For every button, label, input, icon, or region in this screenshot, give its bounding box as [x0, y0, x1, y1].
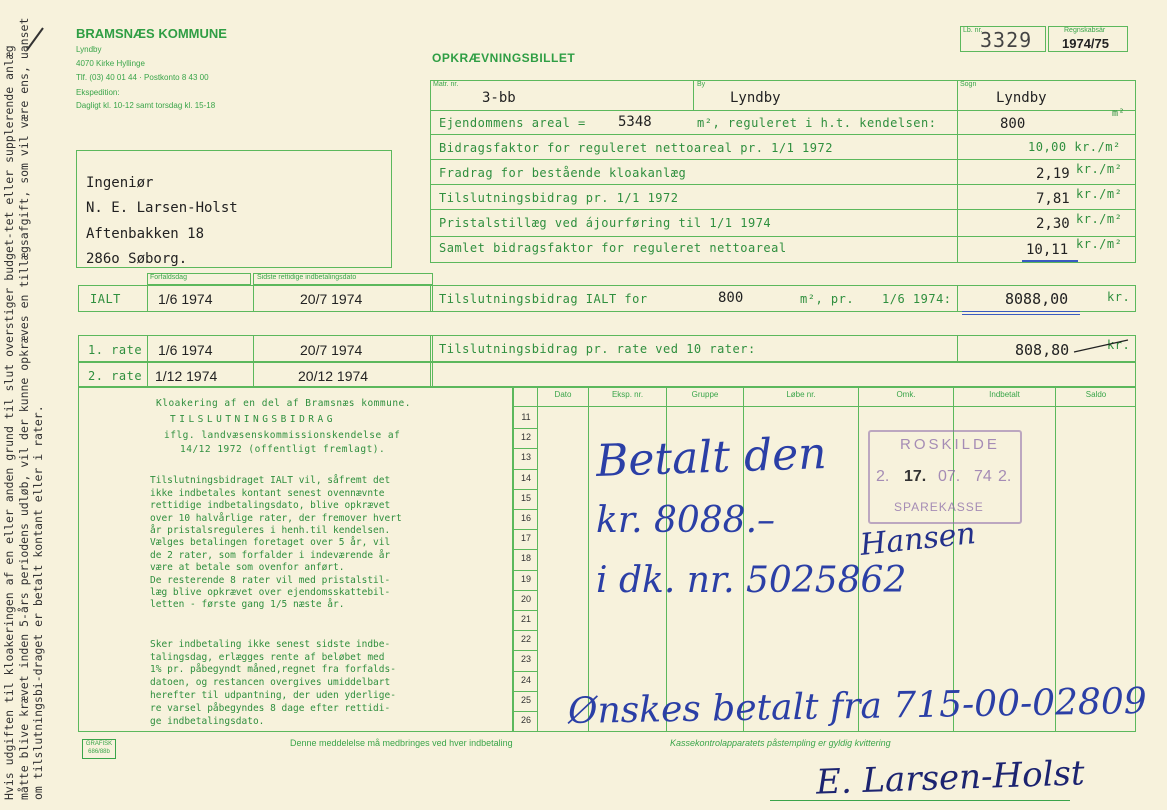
- handwriting-inner-signature: Hansen: [858, 516, 978, 563]
- ledger-row-line: [513, 590, 537, 591]
- areal-regulated: 800: [1000, 116, 1026, 132]
- rate2-forfald: 1/12 1974: [155, 368, 218, 384]
- info-body-1: [150, 463, 402, 624]
- areal-label: Ejendommens areal =: [439, 116, 586, 130]
- ledger-row-line: [513, 711, 537, 712]
- info-body2-line: 1% pr. påbegyndt måned,regnet fra forfalds-: [150, 664, 396, 676]
- ledger-row-number: 17: [520, 533, 531, 544]
- factor-unit-4: kr./m²: [1076, 212, 1123, 226]
- info-body1-line: læg blive opkrævet over ejendomsskattebil-: [150, 587, 391, 599]
- info-p2: TILSLUTNINGSBIDRAG: [170, 414, 336, 425]
- total-mid: m², pr.: [800, 292, 855, 306]
- ledger-row-number: 13: [520, 452, 531, 463]
- rate-text: Tilslutningsbidrag pr. rate ved 10 rater:: [439, 342, 756, 356]
- factor-label-2: Fradrag for bestående kloakanlæg: [439, 166, 687, 180]
- col-gruppe: Gruppe: [691, 390, 719, 399]
- rate1-forfald: 1/6 1974: [158, 342, 213, 358]
- lb-number-value: 3329: [980, 28, 1033, 52]
- check-mark: [24, 26, 44, 50]
- address-line-3: Aftenbakken 18: [86, 226, 205, 242]
- sidste-label: Sidste rettidige indbetalingsdato: [257, 274, 357, 281]
- rate1-label: 1. rate: [88, 343, 143, 357]
- handwriting-account: i dk. nr. 5025862: [596, 560, 907, 601]
- municipality-name: BRAMSNÆS KOMMUNE: [76, 26, 227, 41]
- footer-center: Denne meddelelse må medbringes ved hver indbetaling: [290, 738, 513, 748]
- ialt-label: IALT: [90, 292, 121, 306]
- info-body1-line: letten - første gang 1/5 næste år.: [150, 599, 345, 611]
- forfald-label: Forfaldsdag: [150, 274, 187, 281]
- info-p1: Kloakering af en del af Bramsnæs kommune.: [156, 398, 411, 409]
- stamp-city: ROSKILDE: [900, 436, 1000, 453]
- ledger-row-line: [513, 549, 537, 550]
- ledger-row-number: 14: [520, 472, 531, 483]
- stamp-bottom: SPAREKASSE: [894, 500, 984, 514]
- side-note: [2, 10, 46, 800]
- by-value: Lyndby: [730, 90, 781, 106]
- factor-label-1: Bidragsfaktor for reguleret nettoareal pr. 1/1 1972: [439, 141, 833, 155]
- info-body1-line: de 2 rater, som forfalder i indeværende år: [150, 549, 391, 561]
- stamp-date-b: 17.: [904, 468, 927, 485]
- bank-stamp: [868, 430, 1022, 524]
- year-value: 1974/75: [1062, 36, 1109, 51]
- info-body1-line: Vælges betalingen foretaget over 5 år, vil: [150, 537, 391, 549]
- factor-unit-2: kr./m²: [1076, 162, 1123, 176]
- total-date: 1/6 1974:: [882, 292, 952, 306]
- header-line-1: Lyndby: [76, 45, 102, 54]
- ledger-row-line: [513, 509, 537, 510]
- ledger-row-number: 18: [520, 553, 531, 564]
- factor-value-1: 10,00 kr./m²: [1028, 140, 1121, 154]
- stamp-date-c: 07.: [938, 468, 961, 485]
- ledger-row-number: 24: [520, 674, 531, 685]
- info-p3: iflg. landvæsenskommissionskendelse af: [164, 430, 401, 441]
- handwriting-betalt: Betalt den: [595, 427, 828, 488]
- ledger-row-number: 23: [520, 654, 531, 665]
- info-body1-line: år pristalsreguleres i henh.til kendelsen.: [150, 525, 391, 537]
- sogn-label: Sogn: [960, 81, 977, 88]
- info-body2-line: talingsdag, erlægges rente af beløbet med: [150, 651, 385, 663]
- stamp-date-a: 2.: [876, 468, 890, 485]
- ledger-row-line: [513, 469, 537, 470]
- col-indbetalt: Indbetalt: [989, 390, 1020, 399]
- header-line-4: Ekspedition:: [76, 88, 120, 97]
- address-line-4: 286o Søborg.: [86, 251, 188, 267]
- signature: E. Larsen-Holst: [815, 753, 1086, 803]
- info-body1-line: De resterende 8 rater vil med pristalstil-: [150, 574, 391, 586]
- ialt-row-left: [78, 285, 433, 312]
- stamp-date-d: 74: [974, 468, 992, 485]
- address-line-2: N. E. Larsen-Holst: [86, 200, 238, 216]
- ledger-row-number: 26: [520, 715, 531, 725]
- col-dato: Dato: [554, 390, 572, 399]
- ledger-row-number: 19: [520, 573, 531, 584]
- printer-code-2: 686/88b: [88, 749, 110, 755]
- info-body2-line: ge indbetalingsdato.: [150, 715, 265, 727]
- year-label: Regnskabsår: [1064, 27, 1106, 34]
- factor-value-4: 2,30: [1036, 216, 1070, 232]
- ledger-row-line: [513, 691, 537, 692]
- matr-label: Matr. nr.: [433, 81, 459, 88]
- factor-value-3: 7,81: [1036, 191, 1070, 207]
- ledger-row-line: [513, 671, 537, 672]
- total-text: Tilslutningsbidrag IALT for: [439, 292, 648, 306]
- col-eksp: Eksp. nr.: [611, 390, 644, 399]
- info-body1-line: ikke indbetales kontant senest ovennævnte: [150, 487, 385, 499]
- rate2-sidste: 20/12 1974: [298, 368, 369, 384]
- factor-label-3: Tilslutningsbidrag pr. 1/1 1972: [439, 191, 679, 205]
- ledger-row-number: 15: [520, 492, 531, 503]
- printer-code: GRAFISK: [85, 741, 113, 747]
- ledger-row-line: [513, 630, 537, 631]
- ledger-row-number: 12: [520, 432, 531, 443]
- rate-kr: kr.: [1107, 338, 1131, 352]
- printer-logo: [82, 739, 116, 759]
- info-p4: 14/12 1972 (offentligt fremlagt).: [180, 444, 386, 455]
- form-title: OPKRÆVNINGSBILLET: [432, 51, 576, 65]
- sogn-value: Lyndby: [996, 90, 1047, 106]
- ledger-row-line: [513, 570, 537, 571]
- matr-value: 3-bb: [482, 90, 516, 106]
- info-body1-line: over 10 halvårlige rater, der fremover hvert: [150, 512, 402, 524]
- info-body1-line: være at betale som ovenfor anført.: [150, 562, 345, 574]
- rate1-sidste: 20/7 1974: [300, 342, 363, 358]
- header-line-5: Dagligt kl. 10-12 samt torsdag kl. 15-18: [76, 101, 216, 110]
- info-body1-line: Tilslutningsbidraget IALT vil, såfremt det: [150, 475, 391, 487]
- rate2-row-right: [430, 362, 1136, 387]
- header-line-3: Tlf. (03) 40 01 44 · Postkonto 8 43 00: [76, 73, 209, 82]
- ledger-row-number: 20: [520, 593, 531, 604]
- total-kr: kr.: [1107, 290, 1131, 304]
- total-area: 800: [718, 290, 744, 306]
- factor-unit-3: kr./m²: [1076, 187, 1123, 201]
- header-line-2: 4070 Kirke Hyllinge: [76, 59, 145, 68]
- col-saldo: Saldo: [1085, 390, 1107, 399]
- factor-label-4: Pristalstillæg ved ájourføring til 1/1 1974: [439, 216, 772, 230]
- info-body1-line: rettidige indbetalingsdato, blive opkrævet: [150, 500, 391, 512]
- ledger-row-line: [513, 610, 537, 611]
- factor-unit-5: kr./m²: [1076, 237, 1123, 251]
- ledger-row-line: [513, 529, 537, 530]
- info-body2-line: datoen, og restancen overgives umiddelbart: [150, 677, 391, 689]
- ledger-row-number: 22: [520, 634, 531, 645]
- lb-number-label: Lb. nr.: [963, 27, 983, 34]
- ledger-row-line: [513, 650, 537, 651]
- col-loebe: Løbe nr.: [786, 390, 816, 399]
- factor-value-2: 2,19: [1036, 166, 1070, 182]
- rate2-label: 2. rate: [88, 369, 143, 383]
- rate-strike: [1072, 336, 1132, 360]
- ialt-forfald: 1/6 1974: [158, 291, 213, 307]
- areal-suffix: m², reguleret i h.t. kendelsen:: [697, 116, 937, 130]
- ledger-row-line: [513, 448, 537, 449]
- areal-value: 5348: [618, 114, 652, 130]
- factor-label-5: Samlet bidragsfaktor for reguleret nettoareal: [439, 241, 787, 255]
- handwriting-amount: kr. 8088.–: [596, 500, 776, 541]
- address-line-1: Ingeniør: [86, 175, 154, 191]
- ialt-sidste: 20/7 1974: [300, 291, 363, 307]
- info-body-2: [150, 626, 396, 741]
- ledger-row-line: [513, 428, 537, 429]
- handwriting-request: Ønskes betalt fra 715-00-02809: [567, 680, 1148, 733]
- ledger-row-number: 11: [521, 412, 531, 422]
- info-body2-line: re varsel påbegyndes 8 dage efter rettidi-: [150, 702, 391, 714]
- factor-value-5: 10,11: [1026, 242, 1069, 258]
- info-body2-line: Sker indbetaling ikke senest sidste indbe-: [150, 638, 391, 650]
- side-note-text: Hvis udgiften til kloakeringen af en eller anden grund til slut overstiger budget-tet eller supplerende anlæg måtte blive krævet inden 5-års periodens udløb, vil der kunne opkræves en tillægsafgift, som vil være ens, uanset om tilslutningsbi-draget er betalt kontant eller i rater.: [2, 17, 45, 800]
- ledger-row-line: [513, 489, 537, 490]
- total-value: 8088,00: [1005, 290, 1069, 308]
- col-omk: Omk.: [896, 390, 916, 399]
- by-label: By: [697, 81, 706, 88]
- ledger-row-number: 25: [520, 694, 531, 705]
- m2-unit: m²: [1112, 108, 1126, 119]
- info-body2-line: herefter til udpantning, der uden yderlige-: [150, 689, 396, 701]
- footer-right: Kassekontrolapparatets påstempling er gyldig kvittering: [670, 738, 891, 748]
- rate-value: 808,80: [1015, 341, 1070, 359]
- ledger-row-number: 21: [520, 614, 531, 624]
- stamp-date-e: 2.: [998, 468, 1012, 485]
- ledger-row-number: 16: [520, 513, 531, 523]
